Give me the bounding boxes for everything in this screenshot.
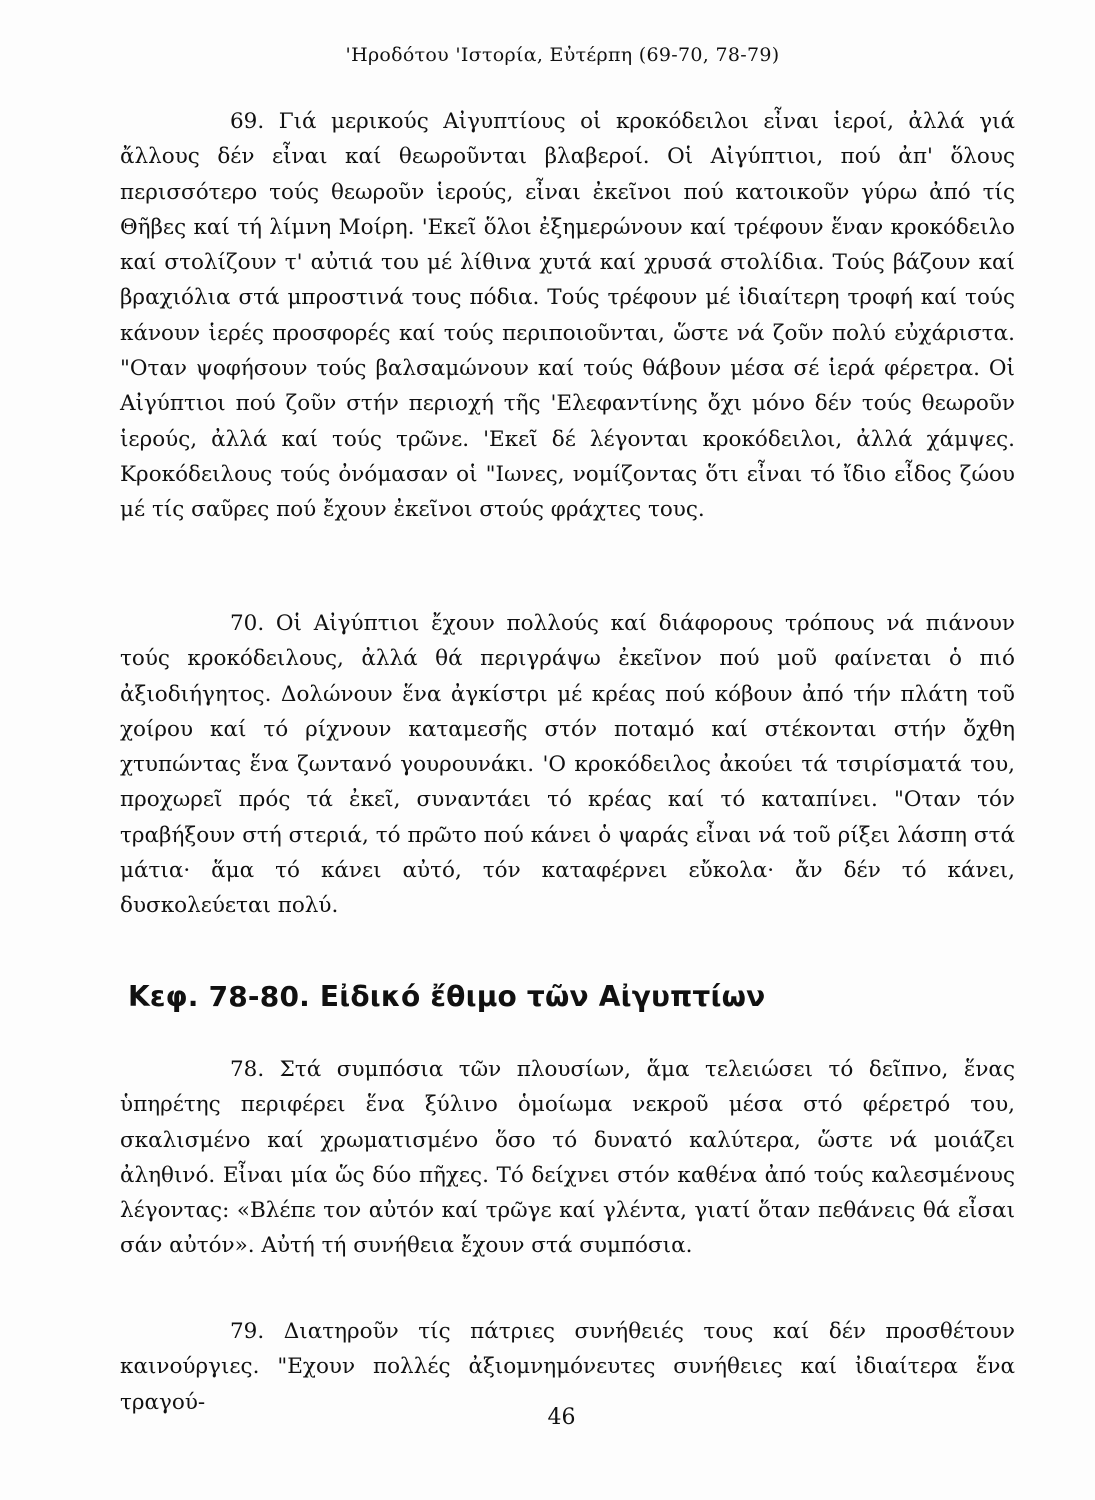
paragraph-79 bbox=[120, 1314, 1015, 1420]
paragraph-78-text: 78. Στά συμπόσια τῶν πλουσίων, ἅμα τελειώσει τό δεῖπνο, ἕνας ὑπηρέτης περιφέρει ἕνα ξύλινο ὁμοίωμα νεκροῦ μέσα στό φέρετρό του, σκαλισμένο καί χρωματισμένο ὅσο τό δυνατό καλύτερα, ὥστε νά μοιάζει ἀληθινό. Εἶναι μία ὥς δύο πῆχες. Τό δείχνει στόν καθένα ἀπό τούς καλεσμένους λέγοντας: «Βλέπε τον αὐτόν καί τρῶγε καί γλέντα, γιατί ὅταν πεθάνεις θά εἶσαι σάν αὐτόν». Αὐτή τή συνήθεια ἔχουν στά συμπόσια. bbox=[120, 1057, 1015, 1259]
paragraph-69 bbox=[120, 104, 1015, 528]
chapter-heading: Κεφ. 78-80. Εἰδικό ἔθιμο τῶν Αἰγυπτίων bbox=[128, 980, 766, 1013]
paragraph-70-text: 70. Οἱ Αἰγύπτιοι ἔχουν πολλούς καί διάφορους τρόπους νά πιάνουν τούς κροκόδειλους, ἀλλά θά περιγράψω ἐκεῖνον πού μοῦ φαίνεται ὁ πιό ἀξιοδιήγητος. Δολώνουν ἕνα ἀγκίστρι μέ κρέας πού κόβουν ἀπό τήν πλάτη τοῦ χοίρου καί τό ρίχνουν καταμεσῆς στόν ποταμό καί στέκονται στήν ὄχθη χτυπώντας ἕνα ζωντανό γουρουνάκι. 'Ο κροκόδειλος ἀκούει τά τσιρίσματά του, προχωρεῖ πρός τά ἐκεῖ, συναντάει τό κρέας καί τό καταπίνει. "Οταν τόν τραβήξουν στή στεριά, τό πρῶτο πού κάνει ὁ ψαράς εἶναι νά τοῦ ρίξει λάσπη στά μάτια· ἅμα τό κάνει αὐτό, τόν καταφέρνει εὔκολα· ἄν δέν τό κάνει, δυσκολεύεται πολύ. bbox=[120, 611, 1015, 919]
paragraph-79-text: 79. Διατηροῦν τίς πάτριες συνήθειές τους καί δέν προσθέτουν καινούργιες. "Εχουν πολλές ἀξιομνημόνευτες συνήθειες καί ἰδιαίτερα ἕνα τραγού- bbox=[120, 1319, 1015, 1415]
paragraph-69-text: 69. Γιά μερικούς Αἰγυπτίους οἱ κροκόδειλοι εἶναι ἱεροί, ἀλλά γιά ἄλλους δέν εἶναι καί θεωροῦνται βλαβεροί. Οἱ Αἰγύπτιοι, πού ἀπ' ὅλους περισσότερο τούς θεωροῦν ἱερούς, εἶναι ἐκεῖνοι πού κατοικοῦν γύρω ἀπό τίς Θῆβες καί τή λίμνη Μοίρη. 'Εκεῖ ὅλοι ἐξημερώνουν καί τρέφουν ἕναν κροκόδειλο καί στολίζουν τ' αὐτιά του μέ λίθινα χυτά καί χρυσά στολίδια. Τούς βάζουν καί βραχιόλια στά μπροστινά τους πόδια. Τούς τρέφουν μέ ἰδιαίτερη τροφή καί τούς κάνουν ἱερές προσφορές καί τούς περιποιοῦνται, ὥστε νά ζοῦν πολύ εὐχάριστα. "Οταν ψοφήσουν τούς βαλσαμώνουν καί τούς θάβουν μέσα σέ ἱερά φέρετρα. Οἱ Αἰγύπτιοι πού ζοῦν στήν περιοχή τῆς 'Ελεφαντίνης ὄχι μόνο δέν τούς θεωροῦν ἱερούς, ἀλλά καί τούς τρῶνε. 'Εκεῖ δέ λέγονται κροκόδειλοι, ἀλλά χάμψες. Κροκόδειλους τούς ὀνόμασαν οἱ "Ιωνες, νομίζοντας ὅτι εἶναι τό ἴδιο εἶδος ζώου μέ τίς σαῦρες πού ἔχουν ἐκεῖνοι στούς φράχτες τους. bbox=[120, 109, 1015, 523]
paragraph-78 bbox=[120, 1052, 1015, 1264]
running-head: 'Ηροδότου 'Ιστορία, Εὐτέρπη (69-70, 78-79) bbox=[345, 44, 780, 66]
page-number: 46 bbox=[547, 1405, 576, 1430]
paragraph-70 bbox=[120, 606, 1015, 924]
